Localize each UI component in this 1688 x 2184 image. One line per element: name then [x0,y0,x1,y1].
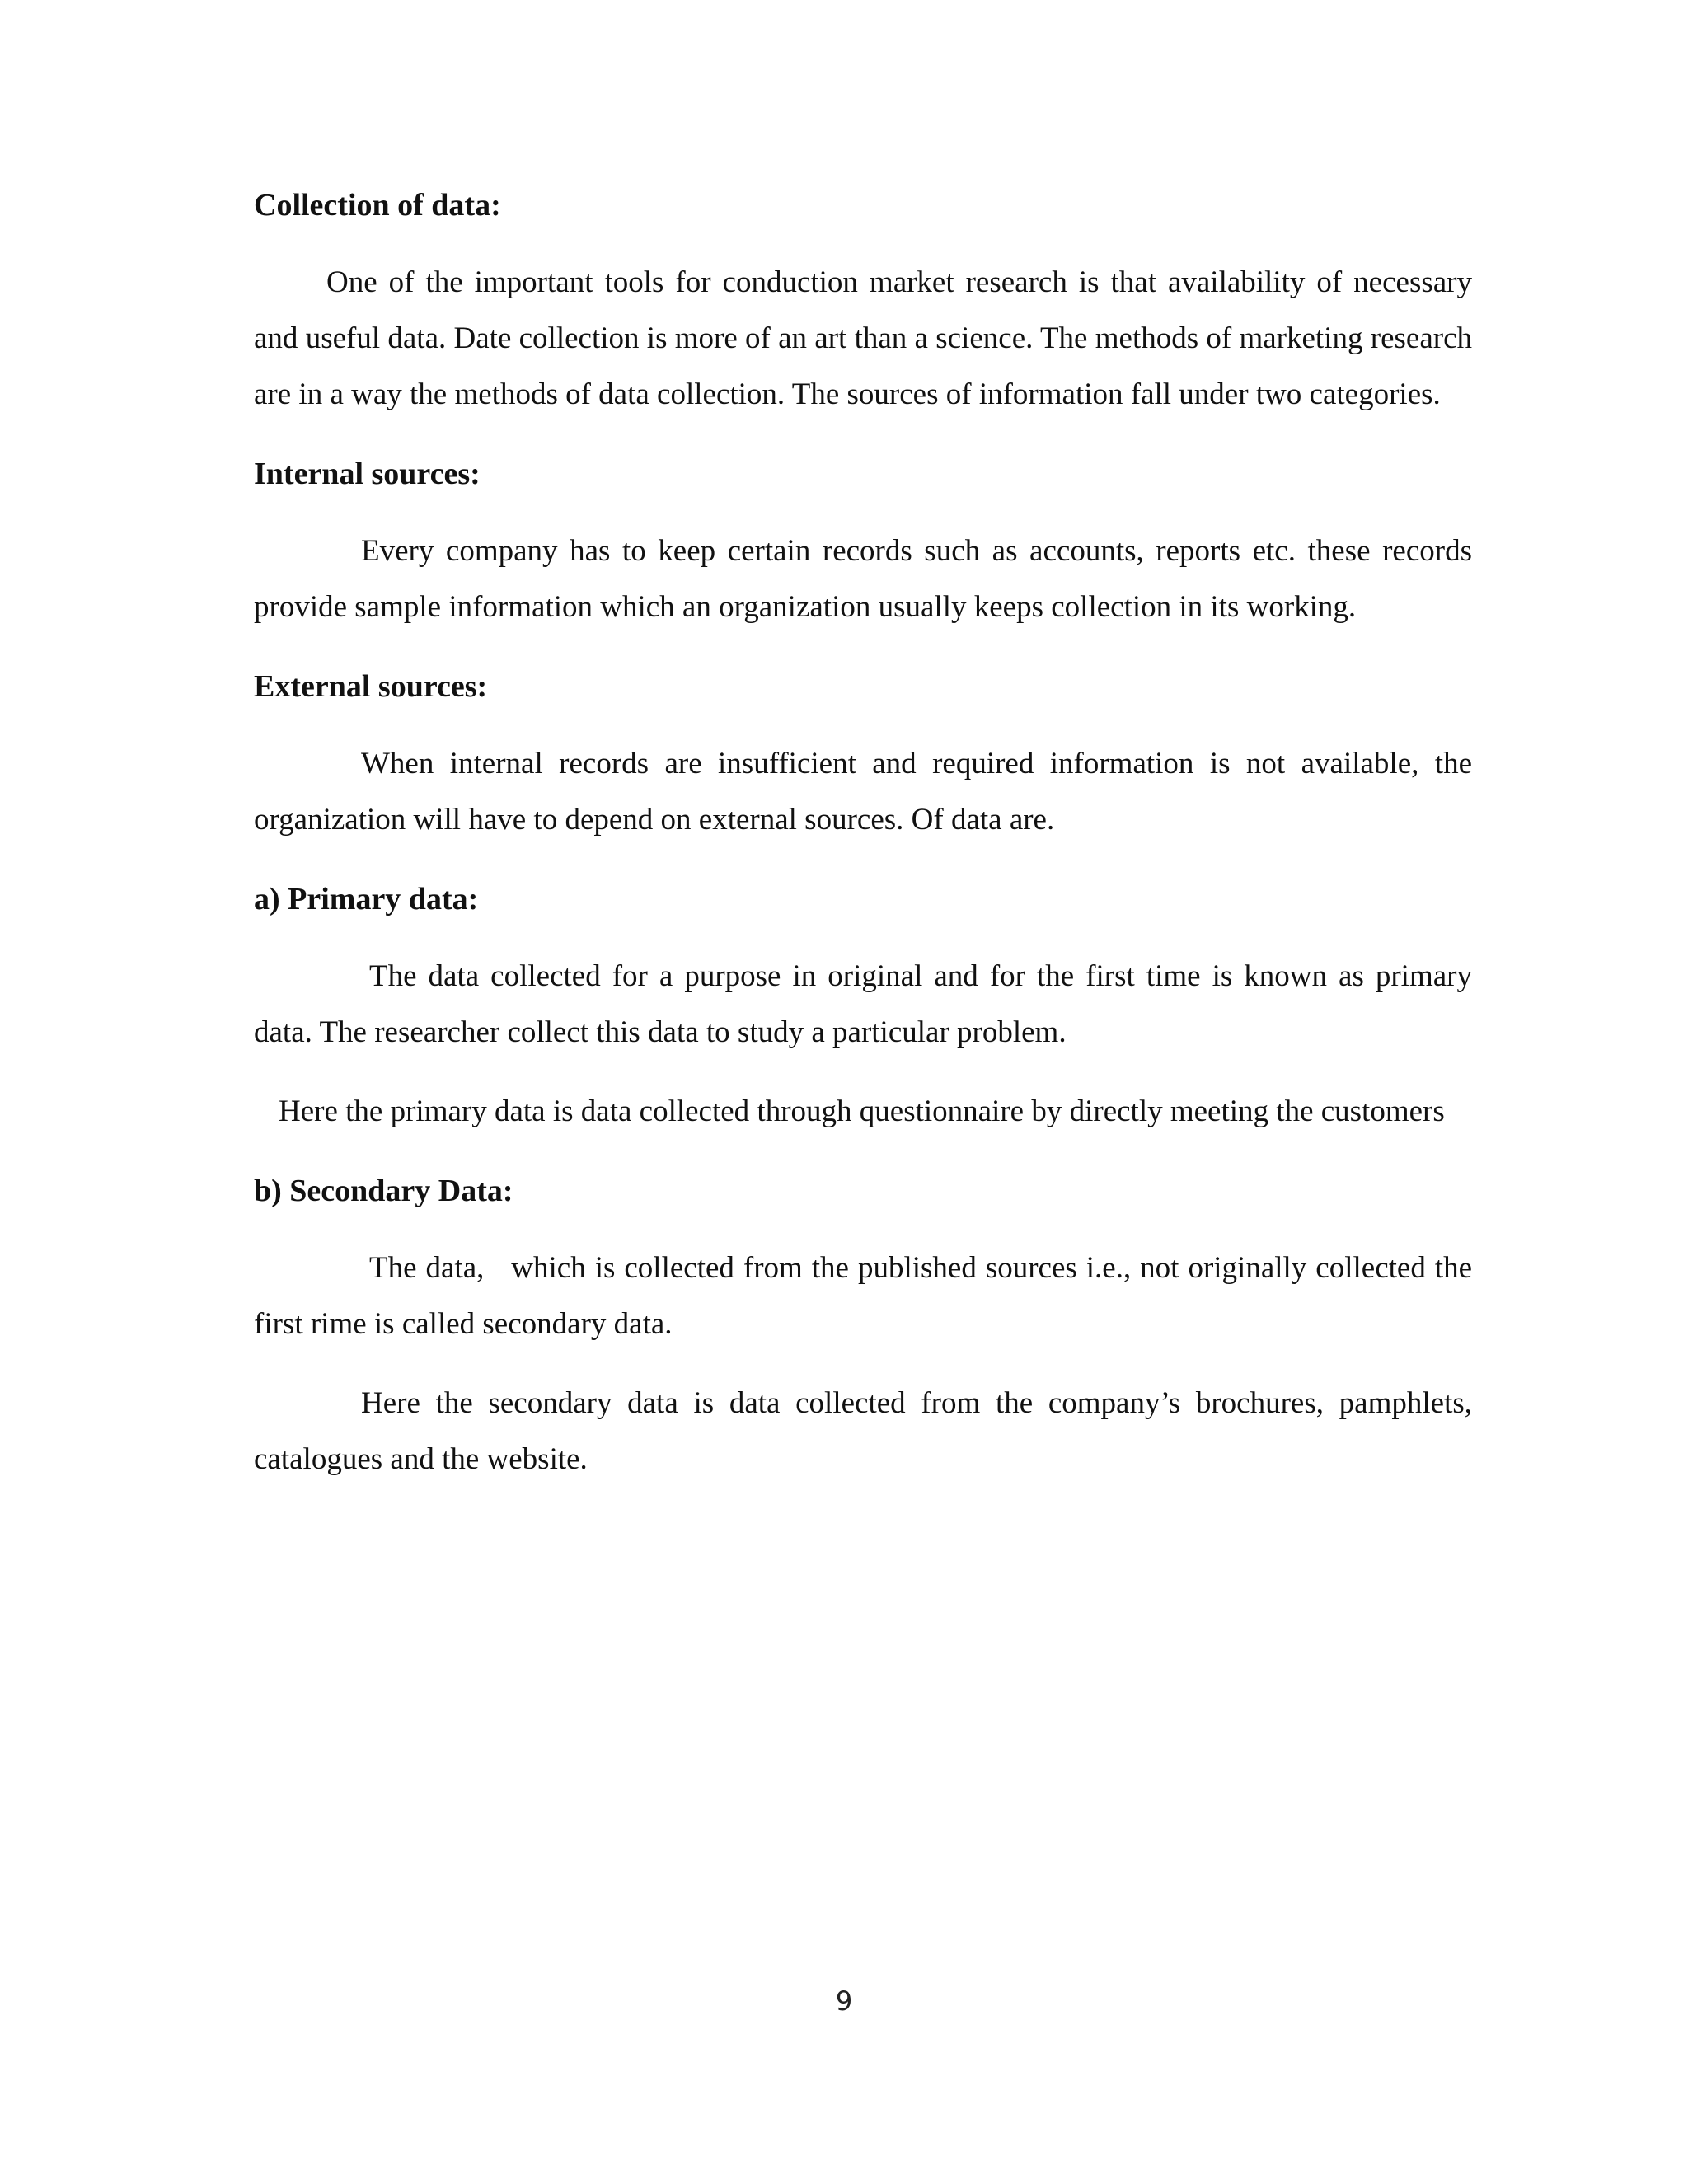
paragraph-internal-sources: Every company has to keep certain records such as accounts, reports etc. these records provide sample information which an organization usually keeps collection in its working. [254,534,1472,624]
heading-secondary-data: b) Secondary Data: [254,1174,513,1208]
heading-external-sources: External sources: [254,669,488,704]
page-number: 9 [835,1985,853,2017]
paragraph-collection-of-data: One of the important tools for conduction market research is that availability of necessary and useful data. Date collection is more of an art than a science. The methods of marketing research are in a way the methods of data collection. The sources of information fall under two categories. [254,265,1472,411]
paragraph-external-sources: When internal records are insufficient and required information is not available, the organization will have to depend on external sources. Of data are. [254,747,1472,837]
heading-internal-sources: Internal sources: [254,457,481,491]
paragraph-secondary-data: The data, which is collected from the published sources i.e., not originally collected the first rime is called secondary data. [254,1251,1480,1341]
document-page [254,177,1480,1511]
heading-collection-of-data: Collection of data: [254,188,501,223]
paragraph-primary-data: The data collected for a purpose in original and for the first time is known as primary data. The researcher collect this data to study a particular problem. [254,959,1472,1049]
paragraph-primary-data-note: Here the primary data is data collected through questionnaire by directly meeting the customers [279,1094,1445,1128]
heading-primary-data: a) Primary data: [254,882,479,916]
paragraph-secondary-data-note: Here the secondary data is data collected from the company’s brochures, pamphlets, catalogues and the website. [254,1386,1472,1476]
